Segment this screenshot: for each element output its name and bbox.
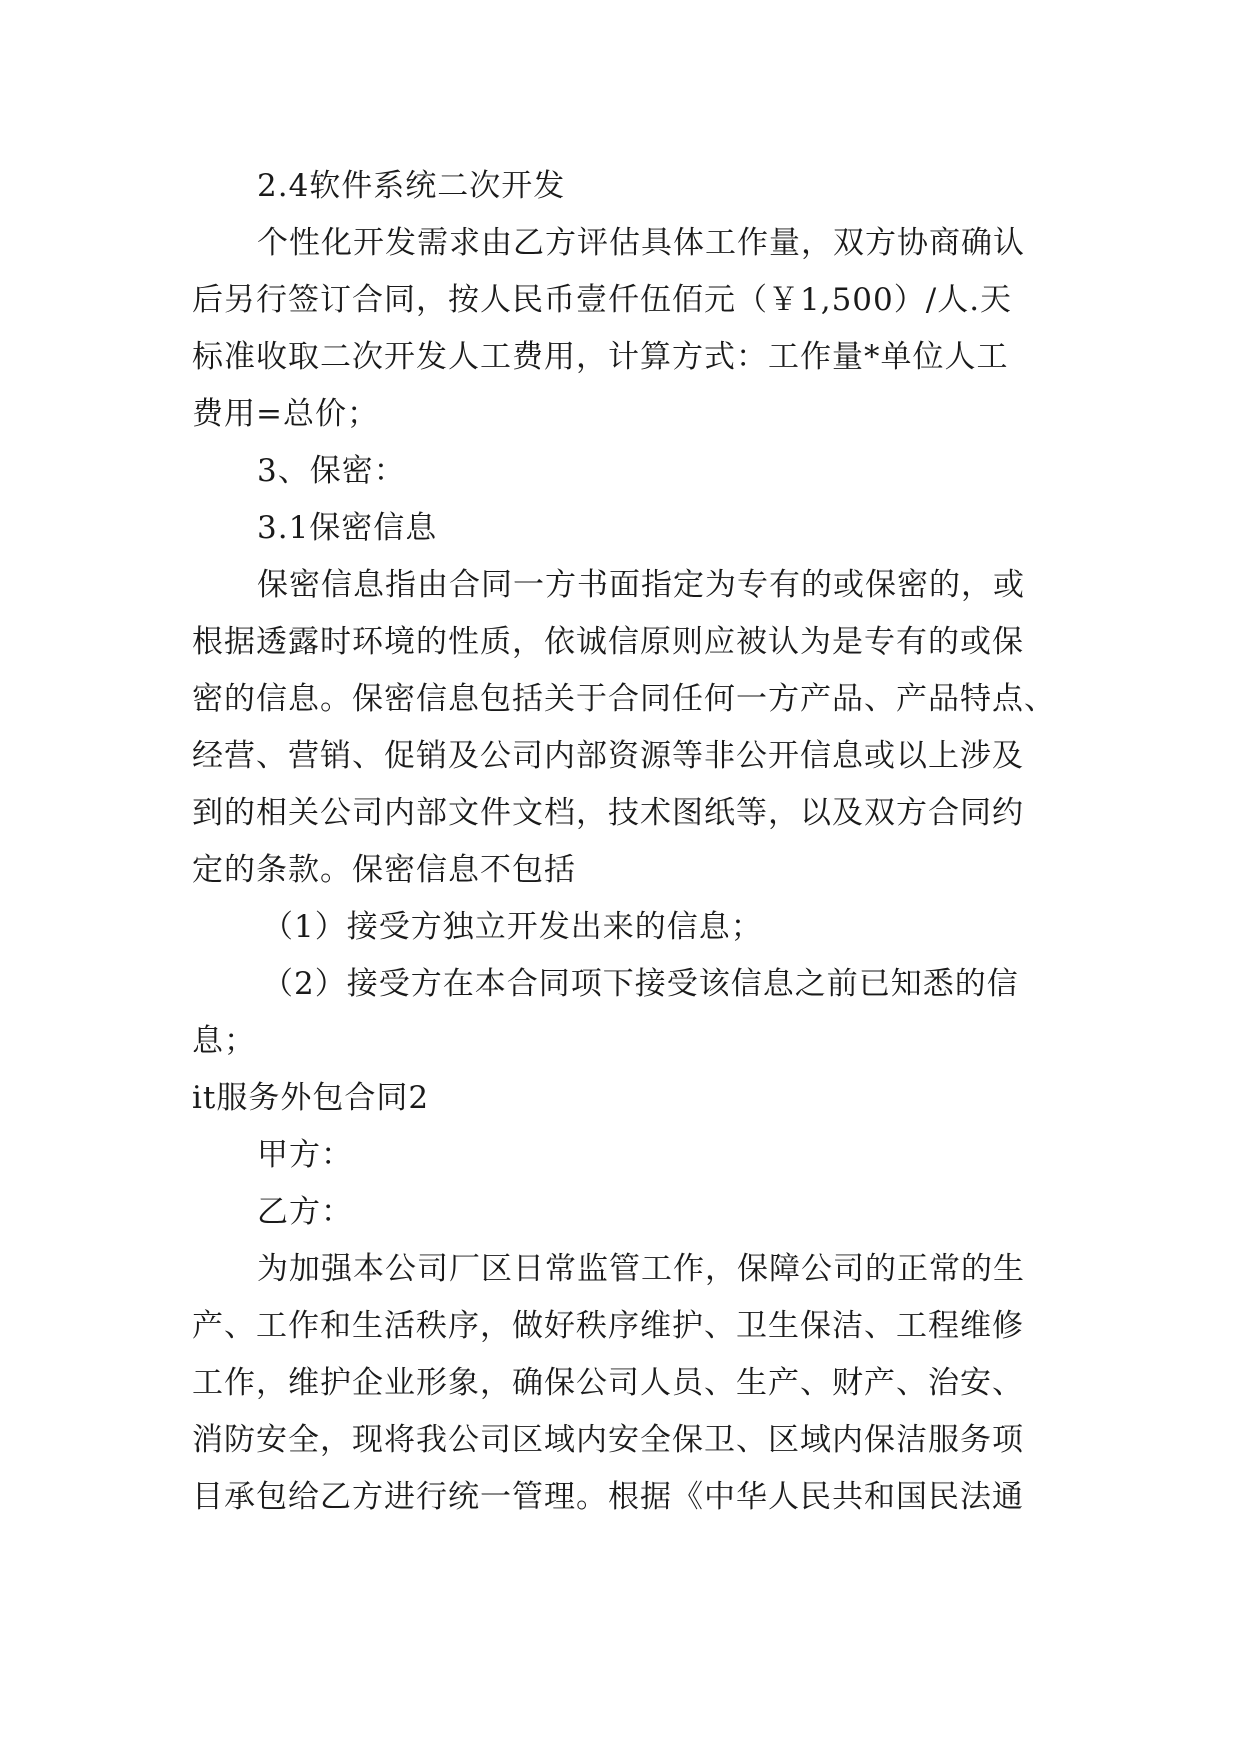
paragraph-line: 定的条款。保密信息不包括 xyxy=(192,852,576,888)
list-item-1: （1）接受方独立开发出来的信息； xyxy=(262,909,763,945)
section-heading-2-4: 2.4软件系统二次开发 xyxy=(257,168,566,204)
paragraph-line: 费用=总价； xyxy=(192,396,379,432)
document-title: it服务外包合同2 xyxy=(192,1080,430,1116)
paragraph-line: 工作，维护企业形象，确保公司人员、生产、财产、治安、 xyxy=(192,1365,1024,1401)
paragraph-line: 消防安全，现将我公司区域内安全保卫、区域内保洁服务项 xyxy=(192,1422,1024,1458)
list-item-2-continuation: 息； xyxy=(192,1023,256,1059)
party-b-label: 乙方： xyxy=(257,1194,353,1230)
paragraph-line: 后另行签订合同，按人民币壹仟伍佰元（￥1,500）/人.天 xyxy=(192,282,1013,318)
section-heading-3: 3、保密： xyxy=(257,453,406,489)
paragraph-line: 产、工作和生活秩序，做好秩序维护、卫生保洁、工程维修 xyxy=(192,1308,1024,1344)
paragraph-line: 个性化开发需求由乙方评估具体工作量，双方协商确认 xyxy=(257,225,1025,261)
paragraph-line: 目承包给乙方进行统一管理。根据《中华人民共和国民法通 xyxy=(192,1479,1024,1515)
paragraph-line: 为加强本公司厂区日常监管工作，保障公司的正常的生 xyxy=(257,1251,1025,1287)
paragraph-line: 密的信息。保密信息包括关于合同任何一方产品、产品特点、 xyxy=(192,681,1056,717)
paragraph-line: 到的相关公司内部文件文档，技术图纸等，以及双方合同约 xyxy=(192,795,1024,831)
paragraph-line: 标准收取二次开发人工费用，计算方式：工作量*单位人工 xyxy=(192,339,1009,375)
paragraph-line: 经营、营销、促销及公司内部资源等非公开信息或以上涉及 xyxy=(192,738,1024,774)
section-heading-3-1: 3.1保密信息 xyxy=(257,510,438,546)
list-item-2: （2）接受方在本合同项下接受该信息之前已知悉的信 xyxy=(262,966,1019,1002)
party-a-label: 甲方： xyxy=(257,1137,353,1173)
paragraph-line: 根据透露时环境的性质，依诚信原则应被认为是专有的或保 xyxy=(192,624,1024,660)
paragraph-line: 保密信息指由合同一方书面指定为专有的或保密的，或 xyxy=(257,567,1025,603)
